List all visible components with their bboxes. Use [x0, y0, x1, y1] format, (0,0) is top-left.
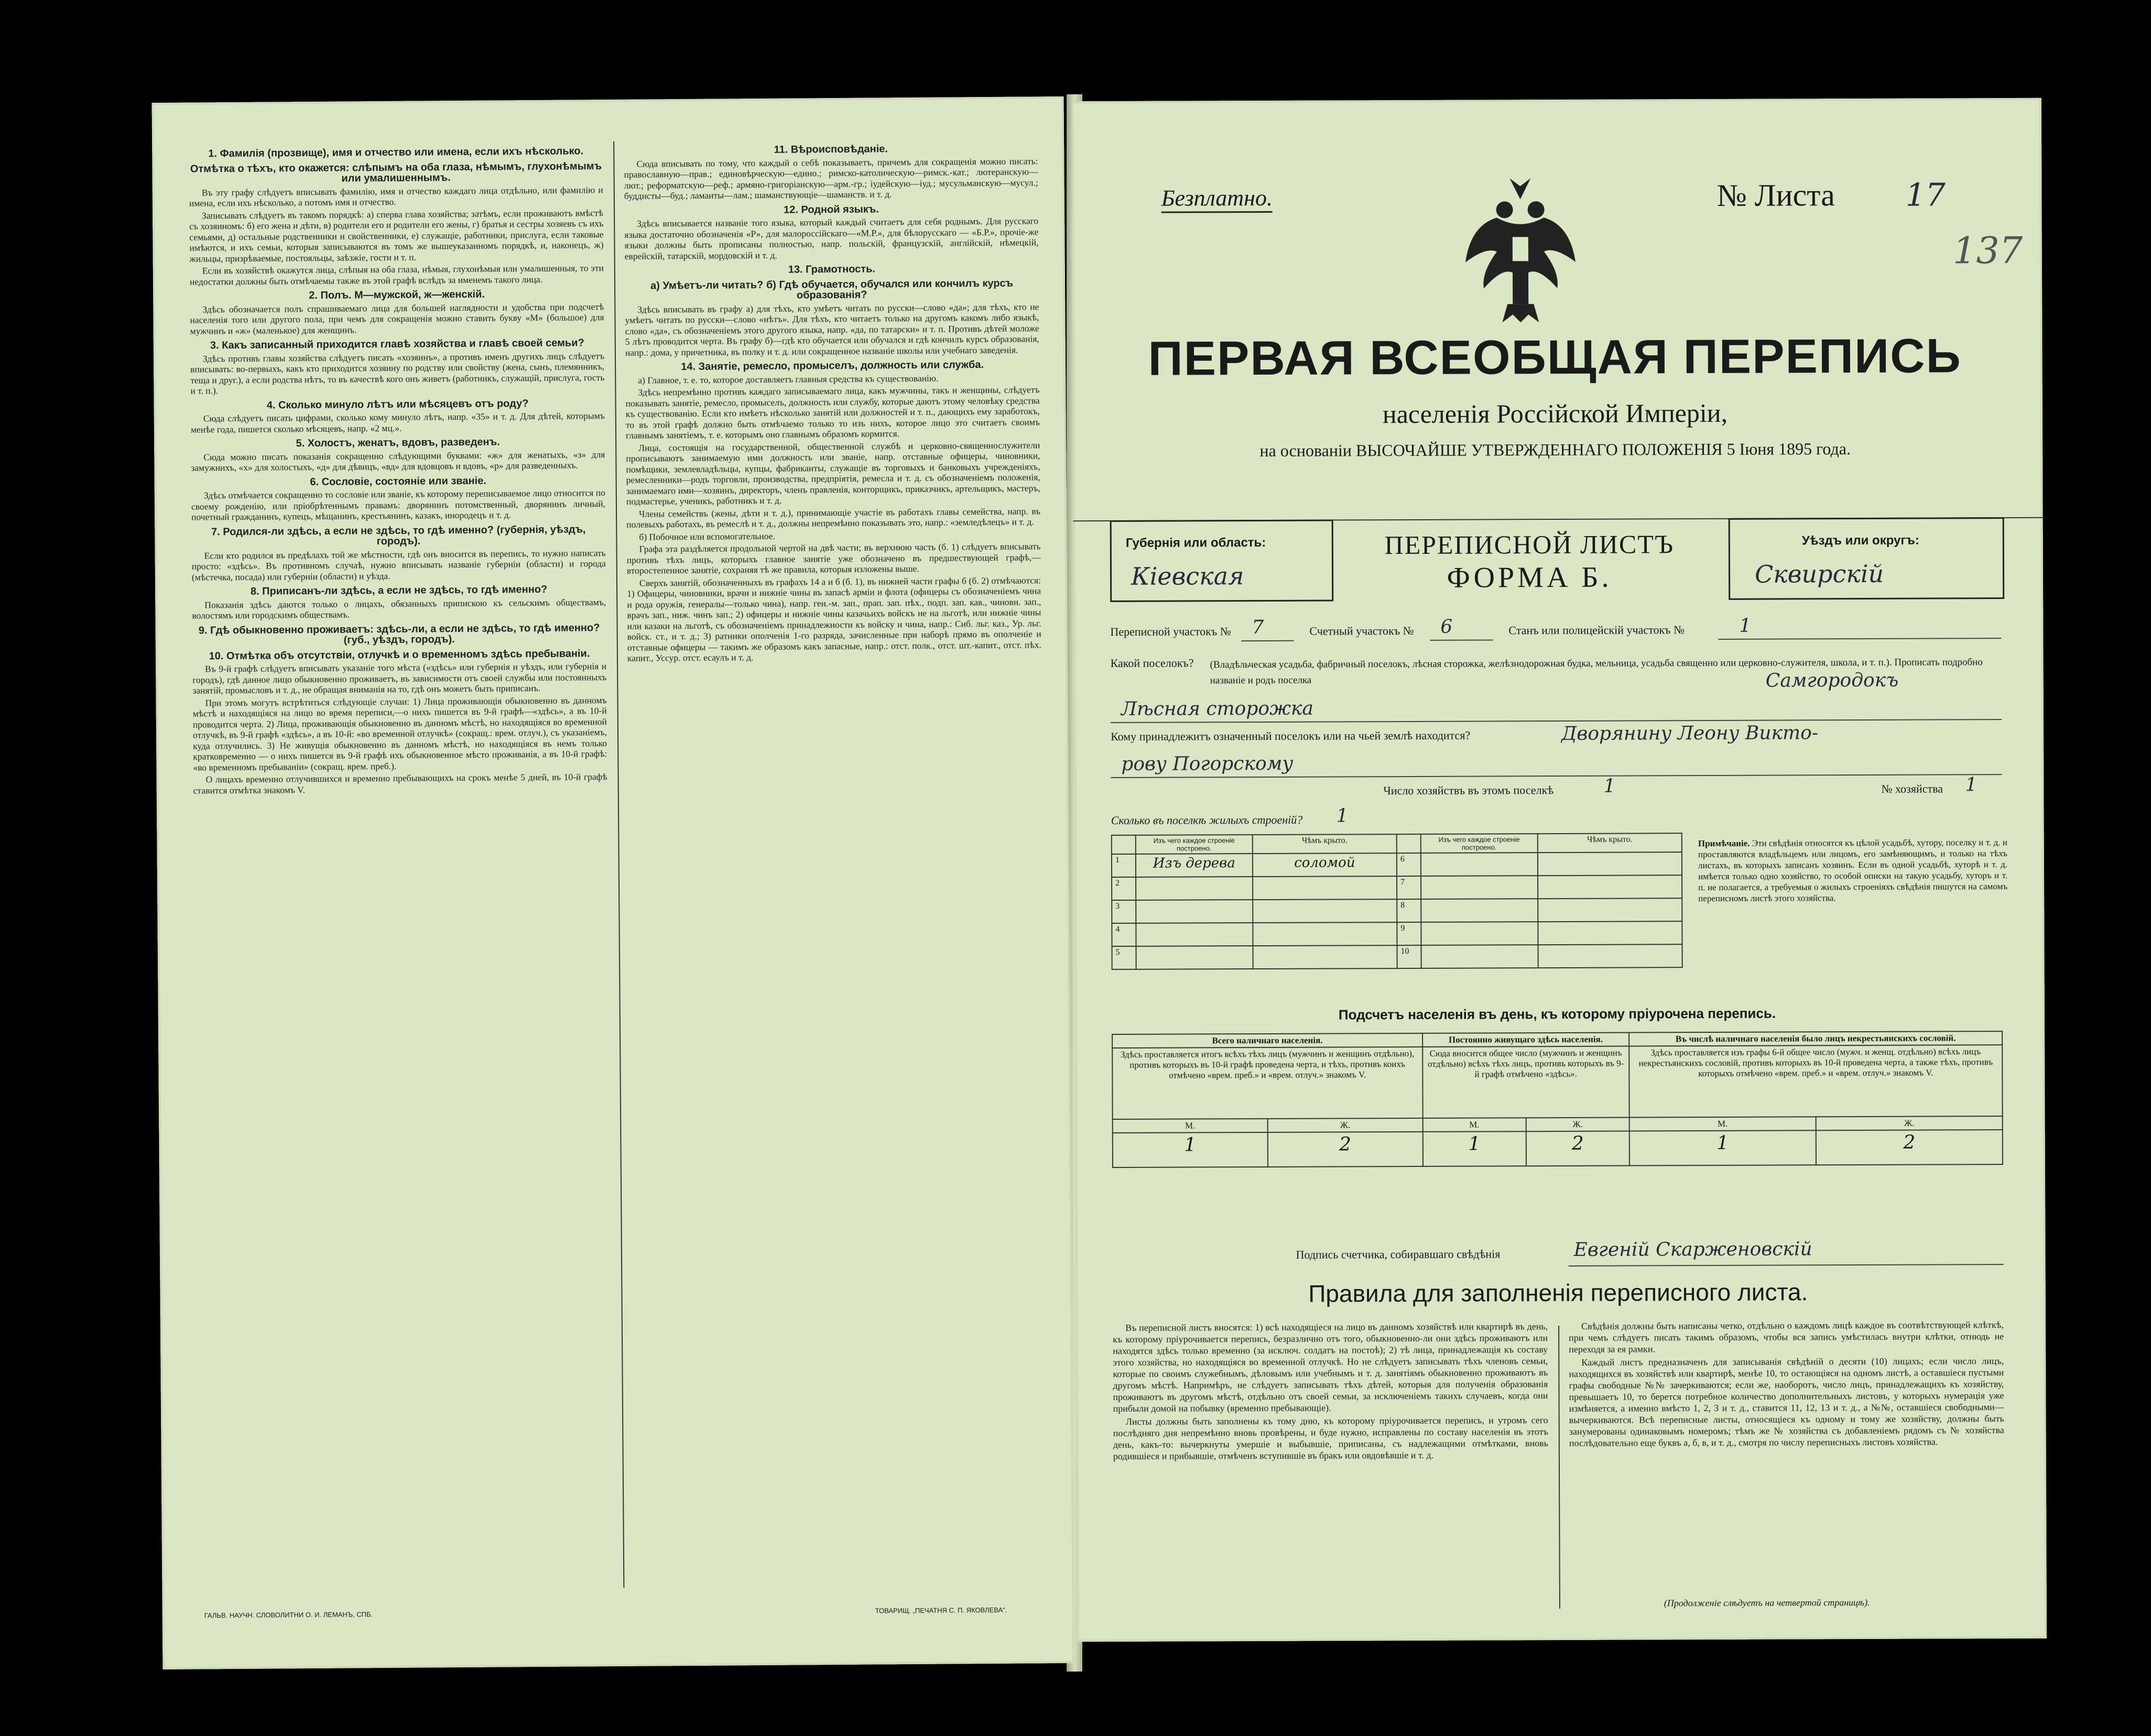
instruction-paragraph: О лицахъ временно отлучившихся и временно пребывающихъ на срокъ менѣе 5 дней, въ 10-й графѣ ставится отмѣтка знакомъ V. — [193, 771, 607, 796]
right-page — [1072, 98, 2047, 1642]
bld-header-roof: Чѣмъ крыто. — [1253, 834, 1397, 854]
bld-roof-cell — [1538, 921, 1682, 945]
instruction-heading: 12. Родной языкъ. — [784, 203, 879, 216]
instruction-heading: 2. Полъ. М—мужской, ж—женскій. — [309, 288, 485, 302]
building-row — [1112, 852, 1682, 877]
column-male: М. — [1113, 1119, 1268, 1133]
instruction-paragraph: Сверхъ занятій, обозначенныхъ въ графахъ 14 а и б (б. 1), въ нижней части графы б (б. 2) отмѣчаются: 1) Офицеры, чиновники, врачи и нижніе чины въ запасѣ арміи и флота (офицеры съ обозначеніемъ чина и рода оружія, генералы—только чина), напр. ген.-м. зап., прап. зап. пѣх., подп. зап. кав., чиновн. зап., врачъ зап., ниж. чинъ зап.; 2) офицеры и нижніе чины казачьихъ войскъ не на льготѣ, или нижніе чины или казаки на льготѣ, съ обозначеніемъ принадлежности къ войску и чина, напр.: Сиб. льг. каз., Ур. льг. войск. ст., и т. д.; 3) ратники ополченія 1-го разряда, зачисленные при наборѣ прямо въ ополченіе и отставные офицеры — такимъ же образомъ какъ запасные, напр.: отст. полк., отст. шт.-капит., отст. пѣх. капит., Уссур. отст. есаулъ и т. д. — [627, 574, 1041, 663]
instruction-heading: 1. Фамилія (прозвище), имя и отчество или имена, если ихъ нѣсколько. — [208, 145, 584, 160]
province-value: Кіевская — [1131, 562, 1244, 591]
instruction-paragraph: Записывать слѣдуетъ въ такомъ порядкѣ: а) сперва глава хозяйства; затѣмъ, если проживаютъ вмѣстѣ съ хозяиномъ: б) его жена и дѣти, в) родители его и родители его жены, г) братья и сестры хозяевъ съ ихъ семьями, д) остальные родственники и свойственники, е) служащіе, работники, прислуга, если таковые имѣются, и ихъ семьи, которыя записываются въ томъ же вышеуказанномъ порядкѣ, и, наконецъ, ж) жильцы, призрѣваемые, постояльцы, заѣзжіе, гости и т. п. — [189, 207, 604, 264]
bld-roof-cell — [1253, 899, 1397, 923]
count-desc-present: Здѣсь проставляется итогъ всѣхъ тѣхъ лицъ (мужчинъ и женщинъ отдѣльно), противъ которыхъ въ 10-й графѣ проведена черта, и тѣхъ, противъ коихъ отмѣчено «врем. преб.» и «врем. отлуч.» знакомъ V. — [1112, 1047, 1422, 1119]
buildings-note — [1698, 837, 2007, 904]
population-count-value: 2 — [1268, 1132, 1423, 1167]
rules-divider — [1558, 1326, 1560, 1609]
instruction-heading: а) Умѣетъ-ли читать? б) Гдѣ обучается, обучался или кончилъ курсъ образованія? — [650, 277, 1014, 301]
column-male: М. — [1422, 1118, 1526, 1132]
sheet-number-value: 17 — [1905, 177, 1946, 214]
column-female: Ж. — [1526, 1118, 1629, 1132]
instruction-heading: 8. Приписанъ-ли здѣсь, а если не здѣсь, то гдѣ именно? — [250, 583, 548, 597]
continued-note: (Продолженіе слѣдуетъ на четвертой страницѣ). — [1664, 1597, 1870, 1609]
population-count-value: 1 — [1629, 1130, 1816, 1165]
population-count-title: Подсчетъ населенія въ день, къ которому пріурочена перепись. — [1338, 1005, 1776, 1023]
district-value: Сквирскій — [1754, 559, 1884, 588]
left-page — [152, 96, 1075, 1669]
census-area-label: Переписной участокъ № — [1110, 625, 1231, 638]
bld-row-number: 7 — [1397, 876, 1421, 899]
rules-title: Правила для заполненія переписного листа. — [1308, 1278, 1808, 1307]
population-count-table — [1112, 1031, 2003, 1168]
police-value: 1 — [1739, 615, 1752, 637]
instruction-heading: 9. Гдѣ обыкновенно проживаетъ: здѣсь-ли, а если не здѣсь, то гдѣ именно? (губ., уѣздъ, городъ). — [198, 621, 600, 646]
bld-row-number: 9 — [1397, 922, 1421, 945]
instruction-paragraph: а) Главное, т. е. то, которое доставляетъ главныя средства къ существованію. — [638, 373, 939, 386]
printer-imprint-right: ТОВАРИЩ. „ПЕЧАТНЯ С. П. ЯКОВЛЕВА“. — [875, 1606, 1007, 1615]
instruction-paragraph: Въ 9-й графѣ слѣдуетъ вписывать указаніе того мѣста («здѣсь» или губернія и уѣздъ, или губернія и городъ), гдѣ данное лицо обыкновенно проживаетъ, въ зависимости отъ своей службы или постоянныхъ занятій, промысловъ и т. д., не обращая вниманія на то, гдѣ онъ можетъ быть приписанъ. — [192, 661, 607, 696]
instruction-paragraph: б) Побочное или вспомогательное. — [639, 530, 775, 542]
instructions-column-1 — [189, 141, 613, 1590]
signature-line — [1569, 1264, 2004, 1266]
form-title-2: ФОРМА Б. — [1447, 561, 1612, 594]
bld-material-cell — [1136, 923, 1253, 946]
bld-roof-cell: соломой — [1253, 853, 1397, 877]
bld-material-cell — [1421, 899, 1538, 922]
population-count-value: 2 — [1526, 1131, 1629, 1166]
count-area-label: Счетный участокъ № — [1309, 624, 1414, 638]
count-area-value: 6 — [1440, 616, 1453, 638]
instruction-paragraph: Сюда можно писать показанія сокращенно слѣдующими буквами: «ж» для женатыхъ, «з» для замужнихъ, «х» для холостыхъ, «д» для дѣвицъ, «вд» для вдовцовъ и вдовъ, «р» для разведенныхъ. — [191, 449, 605, 473]
instruction-heading: 13. Грамотность. — [788, 263, 875, 276]
signature-value: Евгеній Скарженовскій — [1573, 1238, 1812, 1261]
population-count-value: 2 — [1816, 1130, 2003, 1165]
instruction-heading: 6. Сословіе, состояніе или званіе. — [310, 475, 486, 488]
instruction-paragraph: Здѣсь вписывать въ графу а) для тѣхъ, кто умѣетъ читать по русски—слово «да»; для тѣхъ, кто не умѣетъ читать по русски—слово «нѣтъ». Для тѣхъ, кто читаетъ только на другомъ какомъ либо языкѣ, слово «да», съ обозначеніемъ этого другого языка, напр. «да, по татарски» и т. п. Противъ дѣтей моложе 5 лѣтъ проводится черта. Въ графу б)—гдѣ кто обучается или обучался и гдѣ кончилъ курсъ образованія, напр.: дома, у причетника, въ полку и т. д. или сокращенное названіе школы или учебнаго заведенія. — [625, 301, 1039, 358]
rules-column-1 — [1113, 1320, 1549, 1615]
count-head-nonpeasant: Въ числѣ наличнаго населенія было лицъ некрестьянскихъ сословій. — [1629, 1031, 2002, 1046]
legal-basis: на основаніи ВЫСОЧАЙШЕ УТВЕРЖДЕННАГО ПОЛОЖЕНІЯ 5 Іюня 1895 года. — [1259, 439, 1851, 460]
count-desc-permanent: Сюда вносится общее число (мужчинъ и женщинъ отдѣльно) всѣхъ тѣхъ лицъ, противъ которыхъ въ 9-й графѣ отмѣчено «здѣсь». — [1422, 1046, 1629, 1118]
bld-row-number: 4 — [1112, 923, 1136, 946]
count-head-present: Всего наличнаго населенія. — [1112, 1033, 1422, 1048]
column-divider — [613, 141, 624, 1588]
rules-text-1b: Листы должны быть заполнены къ тому дню, къ которому пріурочивается перепись, и утромъ сего послѣдняго дня непремѣнно вновь провѣрены, и буде нужно, исправлены по составу населенія въ этотъ день, какъ-то: вычеркнуты умершіе и выбывшіе, приписаны, съ надлежащими отмѣтками, вновь родившіеся и прибывшіе, отмѣченъ вступившіе въ бракъ или овдовѣвшіе и т. д. — [1113, 1415, 1548, 1461]
bld-material-cell: Изъ дерева — [1136, 854, 1253, 877]
owner-label: Кому принадлежитъ означенный поселокъ или на чьей землѣ находится? — [1111, 728, 1471, 743]
buildings-label: Сколько въ поселкѣ жилыхъ строеній? — [1111, 813, 1303, 827]
building-row — [1112, 944, 1682, 969]
instruction-paragraph: Сюда вписывать по тому, что каждый о себѣ показываетъ, причемъ для сокращенія можно писать: православную—прав.; единовѣрческую—едино.; римско-католическую—римск.-кат.; лютеранскую—лют.; реформатскую—реф.; армяно-григоріанскую—арм.-гр.; іудейскую—іуд.; мусульманскую—мусул.; буддисты—буд.; ламаиты—лам.; шаманствующіе—шаманств. и т. д. — [624, 155, 1038, 201]
bld-header-material-2: Изъ чего каждое строеніе построено. — [1421, 834, 1538, 853]
instruction-heading: 3. Какъ записанный приходится главѣ хозяйства и главѣ своей семьи? — [210, 337, 584, 352]
bld-row-number: 8 — [1397, 899, 1421, 922]
instruction-heading: Отмѣтка о тѣхъ, кто окажется: слѣпымъ на оба глаза, нѣмымъ, глухонѣмымъ или умалишеннымъ. — [190, 160, 602, 184]
bld-roof-cell — [1253, 876, 1397, 900]
count-head-permanent: Постоянно живущаго здѣсь населенія. — [1422, 1033, 1629, 1047]
settlement-label: Какой поселокъ? — [1110, 656, 1194, 670]
buildings-table — [1111, 833, 1683, 970]
instruction-paragraph: Въ эту графу слѣдуетъ вписывать фамилію, имя и отчество каждаго лица отдѣльно, или фамилію и имена, если ихъ нѣсколько, а потомъ имя и отчество. — [189, 184, 603, 209]
settlement-hint: (Владѣльческая усадьба, фабричный поселокъ, лѣсная сторожка, желѣзнодорожная будка, мельница, усадьба священно или церковно-служителя, школа, и т. п.). Прописать подробно названіе и родъ поселка — [1210, 657, 1983, 686]
instruction-paragraph: Члены семействъ (жены, дѣти и т. д.), принимающіе участіе въ работахъ главы семейства, напр. въ полевыхъ работахъ, въ ремеслѣ и т. д., должны непремѣнно показывать это, напр.: «земледѣлецъ» и т. д. — [626, 505, 1041, 530]
column-male: М. — [1629, 1117, 1816, 1131]
bld-material-cell — [1421, 945, 1538, 968]
bld-row-number: 5 — [1112, 946, 1136, 969]
note-text: Эти свѣдѣнія относятся къ цѣлой усадьбѣ, хутору, поселку и т. д. и проставляются владѣльцемъ или лицомъ, его замѣняющимъ, и только на тѣхъ листахъ, въ которыхъ записанъ хозяинъ. Если въ одной усадьбѣ, хуторѣ и т. д. имѣется только одно хозяйство, то особой описки на такую усадьбу, хуторъ и т. п. не полагается, а требуемыя о жилыхъ строеніяхъ свѣдѣнія пишутся на самомъ переписномъ листѣ этого хозяйства. — [1698, 837, 2008, 904]
instructions-column-2 — [624, 138, 1048, 1587]
count-area-line — [1430, 639, 1493, 640]
census-title: ПЕРВАЯ ВСЕОБЩАЯ ПЕРЕПИСЬ — [1148, 329, 1962, 386]
census-area-value: 7 — [1252, 616, 1264, 639]
bld-roof-cell — [1538, 875, 1682, 899]
bld-roof-cell — [1538, 944, 1682, 968]
bld-roof-cell — [1253, 945, 1397, 969]
settlement-line — [1111, 719, 2002, 723]
instruction-paragraph: Здѣсь непремѣнно противъ каждаго записываемаго лица, какъ мужчины, такъ и женщины, слѣдуетъ показывать занятіе, ремесло, промыселъ, должность или службу, которые даютъ этому человѣку средства къ существованію. Если кто имѣетъ нѣсколько занятій или должностей и т. п., дающихъ ему заработокъ, то въ этой графѣ должно быть отмѣчаемо только то изъ нихъ, которое лицо это считаетъ своимъ главнымъ занятіемъ, т. е. которымъ оно главнымъ образомъ кормится. — [625, 384, 1040, 441]
instruction-heading: 7. Родился-ли здѣсь, а если не здѣсь, то гдѣ именно? (губернія, уѣздъ, городъ). — [211, 523, 586, 548]
instruction-heading: 10. Отмѣтка объ отсутствіи, отлучкѣ и о временномъ здѣсь пребываніи. — [209, 647, 590, 662]
column-female: Ж. — [1267, 1118, 1422, 1132]
buildings-value: 1 — [1336, 805, 1349, 827]
column-female: Ж. — [1816, 1116, 2003, 1130]
owner-value-1: Дворянину Леону Викто- — [1561, 722, 1819, 745]
bld-roof-cell — [1538, 852, 1682, 876]
household-no-label: № хозяйства — [1881, 782, 1943, 795]
bld-roof-cell — [1538, 898, 1682, 922]
signature-label: Подпись счетчика, собиравшаго свѣдѣнія — [1296, 1247, 1501, 1261]
instruction-paragraph: Графа эта раздѣляется продольной чертой на двѣ части; въ верхнюю часть (б. 1) слѣдуетъ вписывать противъ тѣхъ лицъ, которыхъ главное занятіе уже обозначено въ предшествующей графѣ,—второстепенное занятіе, сохраняя тѣ же правила, которыя изложены выше. — [626, 541, 1041, 576]
bld-material-cell — [1421, 876, 1538, 899]
owner-line — [1111, 774, 2002, 778]
bld-row-number: 1 — [1112, 854, 1136, 877]
census-subtitle: населенія Россійской Имперіи, — [1382, 398, 1728, 429]
settlement-value-2: Лѣсная сторожка — [1121, 697, 1313, 720]
bld-row-number: 2 — [1112, 877, 1136, 900]
instruction-paragraph: Если въ хозяйствѣ окажутся лица, слѣпыя на оба глаза, нѣмыя, глухонѣмыя или умалишенныя, то эти недостатки должны быть отмѣчаемы также въ этой графѣ вслѣдъ за именемъ такого лица. — [189, 263, 604, 287]
police-label: Станъ или полицейскій участокъ № — [1508, 623, 1685, 637]
instruction-paragraph: Здѣсь вписывается названіе того языка, который каждый считаетъ для себя роднымъ. Для русскаго языка достаточно обозначенія «Р», для малороссійскаго—«М.Р.», для бѣлорусскаго — «Б.Р.», прочіе-же языки должны быть прописаны полностью, напр. польскій, французскій, англійскій, нѣмецкій, еврейскій, татарскій, мордовскій и т. д. — [624, 215, 1039, 261]
district-label: Уѣздъ или округъ: — [1801, 533, 1919, 548]
bld-header-material: Изъ чего каждое строеніе построено. — [1136, 835, 1253, 854]
instruction-paragraph: Здѣсь обозначается полъ спрашиваемаго лица для большей наглядности и удобства при подсчетѣ населенія того или другого пола, при чемъ для сокращенія можно ставить букву «М» (большое) для мужчинъ и «ж» (маленькое) для женщинъ. — [190, 301, 604, 336]
bld-row-number: 3 — [1112, 900, 1136, 923]
population-count-value: 1 — [1422, 1131, 1526, 1166]
building-row — [1112, 921, 1682, 946]
bld-material-cell — [1421, 922, 1538, 945]
population-count-value: 1 — [1113, 1132, 1268, 1167]
police-line — [1718, 638, 2001, 640]
building-row — [1112, 898, 1682, 923]
sheet-number-label: № Листа — [1717, 178, 1835, 213]
instruction-paragraph: При этомъ могутъ встрѣтиться слѣдующіе случаи: 1) Лица проживающія обыкновенно въ данномъ мѣстѣ и находящіяся на лицо во время переписи,—о нихъ пишется въ 9-й графѣ—«здѣсь», а въ 10-й проводится черта. 2) Лица, проживающія обыкновенно въ данномъ мѣстѣ, но находящіяся во временной отлучкѣ, въ 9-й графѣ «здѣсь», а въ 10-й: «во временной отлучкѣ» (сокращ.: врем. отлуч.), съ указаніемъ, куда отлучились. 3) Не живущія обыкновенно въ данномъ мѣстѣ, но находящіяся въ немъ только кратковременно — о нихъ пишется въ 9-й графѣ ихъ обыкновенное мѣсто проживанія, а въ 10-й графѣ: «во временномъ пребываніи» (сокращ. врем. преб.). — [192, 694, 607, 773]
building-row — [1112, 875, 1682, 900]
bld-material-cell — [1136, 900, 1253, 923]
rules-text-2b: Каждый листъ предназначенъ для записыванія свѣдѣній о десяти (10) лицахъ; если число лицъ, находящихся въ хозяйствѣ или квартирѣ, менѣе 10, то остающіяся на одномъ листѣ, а оставшіеся пустыми графы свободные №№ зачеркиваются; если же, наоборотъ, число лицъ, принадлежащихъ къ хозяйству, превышаетъ 10, то берется потребное количество дополнительныхъ листовъ, у которыхъ нумерація уже измѣняется, а именно вмѣсто 1, 2, 3 и т. д., ставится 11, 12, 13 и т. д., а №№, оставшіеся свободными—вычеркиваются. Всѣ переписные листы, относящіеся къ одному и тому же хозяйству, должны быть занумерованы одинаковымъ номеромъ; тѣмъ же № хозяйства съ добавленіемъ рядомъ съ № хозяйства послѣдовательно еще буквъ а, б, в, и т. д., смотря по числу переписныхъ листовъ хозяйства. — [1569, 1356, 2004, 1448]
instruction-heading: 5. Холостъ, женатъ, вдовъ, разведенъ. — [296, 436, 500, 450]
count-desc-nonpeasant: Здѣсь проставляется изъ графы 6-й общее число (мужч. и женщ. отдѣльно) всѣхъ лицъ некрестьянскихъ сословій, противъ которыхъ въ 10-й проведена черта, а также тѣхъ, противъ которыхъ отмѣчено «врем. преб.» и «врем. отлуч.» знакомъ V. — [1629, 1045, 2002, 1117]
bld-row-number: 10 — [1397, 945, 1421, 968]
households-label: Число хозяйствъ въ этомъ поселкѣ — [1383, 783, 1554, 798]
imperial-eagle-emblem — [1460, 168, 1581, 325]
owner-value-2: рову Погорскому — [1121, 752, 1294, 775]
instruction-paragraph: Сюда слѣдуетъ писать цифрами, сколько кому минуло лѣтъ, напр. «35» и т. д. Для дѣтей, которымъ менѣе года, пишется сколько мѣсяцевъ, напр. «2 мц.». — [190, 410, 605, 435]
settlement-value-1: Самгородокъ — [1765, 669, 1899, 692]
archive-number: 137 — [1952, 228, 2023, 272]
rules-text-2: Свѣдѣнія должны быть написаны четко, отдѣльно о каждомъ лицѣ каждое въ соотвѣтствующей клѣткѣ, при чемъ слѣдуетъ писать такимъ образомъ, чтобы вся запись умѣстилась внутри клѣтки, отнюдь не переходя за ея рамки. — [1569, 1319, 2004, 1355]
bld-header-roof-2: Чѣмъ крыто. — [1538, 833, 1682, 853]
instruction-heading: 14. Занятіе, ремесло, промыселъ, должность или служба. — [681, 359, 984, 373]
instruction-paragraph: Показанія здѣсь даются только о лицахъ, обязанныхъ припискою къ сельскимъ обществамъ, волостямъ или городскимъ обществамъ. — [192, 596, 606, 621]
instruction-heading: 11. Вѣроисповѣданіе. — [774, 143, 888, 156]
printer-imprint-left: ГАЛЬВ. НАУЧН. СЛОВОЛИТНИ О. И. ЛЕМАНЪ, СПБ. — [204, 1610, 373, 1620]
bld-material-cell — [1136, 946, 1253, 969]
instruction-paragraph: Здѣсь отмѣчается сокращенно то сословіе или званіе, къ которому переписываемое лицо относится по своему рожденію, или пріобрѣтеннымъ правамъ: дворянинъ потомственный, дворянинъ личный, почетный гражданинъ, купецъ, мѣщанинъ, крестьянинъ, казакъ, инородецъ и т. д. — [191, 487, 606, 522]
household-no-value: 1 — [1965, 774, 1978, 796]
bld-material-cell — [1421, 853, 1538, 876]
instruction-paragraph: Здѣсь противъ главы хозяйства слѣдуетъ писать «хозяинъ», а противъ именъ другихъ лицъ слѣдуетъ вписывать: во-первыхъ, какъ кто приходится хозяину по родству или свойству (жена, сынъ, племянникъ, теща и друг.), а если родства нѣтъ, то въ качествѣ кого онъ живетъ (работникъ, служащій, прислуга, гость и т. п.). — [190, 350, 605, 396]
province-label: Губернія или область: — [1125, 535, 1266, 550]
census-area-line — [1241, 640, 1294, 641]
rules-text-1: Въ переписной листъ вносятся: 1) всѣ находящіеся на лицо въ данномъ хозяйствѣ или квартирѣ въ день, къ которому пріурочивается перепись, безразлично отъ того, обыкновенно-ли они здѣсь проживаютъ или находятся здѣсь только временно (за исключ. солдатъ на постоѣ); 2) тѣ лица, принадлежащія къ составу этого хозяйства, но находящіяся во временной отлучкѣ. Но не слѣдуетъ записывать тѣхъ членовъ семьи, которые по своимъ служебнымъ, дѣловымъ или учебнымъ и т. д. занятіямъ обыкновенно проживаютъ въ другомъ мѣстѣ. Напримѣръ, не слѣдуетъ записывать тѣхъ дѣтей, которыя для полученія образованія проживаютъ въ другомъ мѣстѣ, отдѣльно отъ своей семьи, за исключеніемъ такихъ случаевъ, когда они прибыли домой на побывку (временно пребывающіе). — [1113, 1321, 1548, 1414]
instruction-paragraph: Лица, состоящія на государственной, общественной службѣ и церковно-священнослужители прописываютъ занимаемую ими должность или званіе, напр. отставные офицеры, чиновники, помѣщики, землевладѣльцы, купцы, фабриканты, служащіе въ торговыхъ и банковыхъ учрежденіяхъ, ремесленники—родъ торговли, производства, предпріятія, ремесла и т. д. съ обозначеніемъ положенія, занимаемаго ими—хозяинъ, директоръ, членъ правленія, конторщикъ, приказчикъ, артельщикъ, мастеръ, подмастерье, ученикъ, работникъ и т. д. — [626, 439, 1040, 507]
note-title: Примѣчаніе. — [1698, 838, 1750, 849]
free-label: Безплатно. — [1161, 184, 1273, 213]
bld-row-number: 6 — [1397, 853, 1421, 876]
bld-roof-cell — [1253, 922, 1397, 946]
form-title-1: ПЕРЕПИСНОЙ ЛИСТЪ — [1384, 529, 1675, 560]
bld-material-cell — [1136, 877, 1253, 900]
households-value: 1 — [1603, 775, 1616, 797]
instruction-heading: 4. Сколько минуло лѣтъ или мѣсяцевъ отъ роду? — [266, 397, 529, 411]
instruction-paragraph: Если кто родился въ предѣлахъ той же мѣстности, гдѣ онъ вносится въ перепись, то нужно написать просто: «здѣсь». Въ противномъ случаѣ, нужно вписывать названіе губерніи (области) и города (мѣстечка, посада) или губерніи (области) и уѣзда. — [191, 547, 606, 583]
rules-column-2 — [1569, 1319, 2005, 1593]
